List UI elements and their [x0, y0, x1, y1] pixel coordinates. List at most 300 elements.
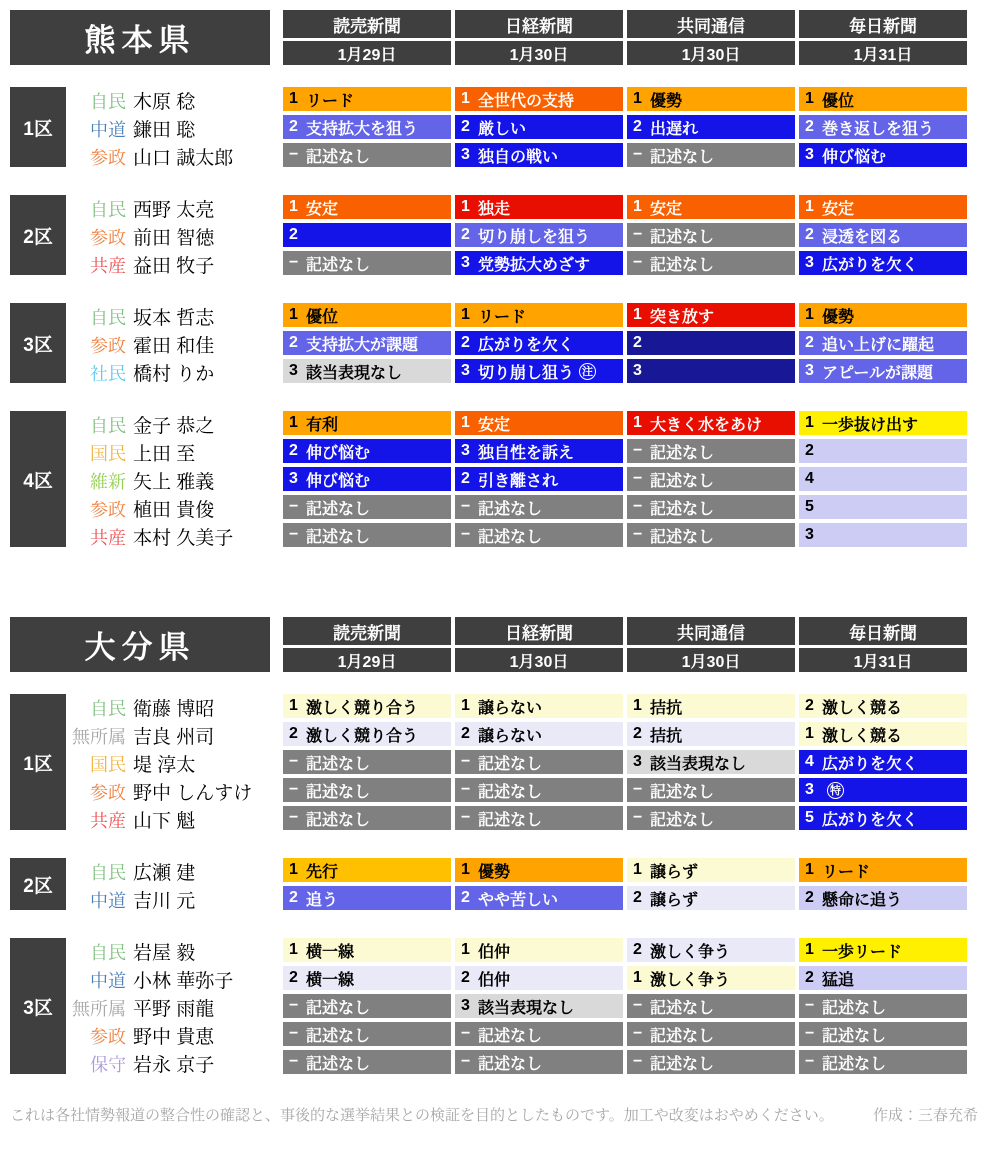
forecast-text: 記述なし [650, 528, 715, 546]
rank-number: 1 [461, 414, 470, 431]
rank-number: 1 [633, 414, 642, 431]
party-label: 参政 [90, 1026, 126, 1047]
forecast-cell [283, 495, 451, 519]
candidate-name: 小林 華弥子 [133, 971, 234, 992]
forecast-text: 出遅れ [650, 120, 699, 138]
candidate-row [70, 87, 283, 111]
rank-number: 3 [461, 254, 470, 271]
rank-number: 3 [289, 362, 298, 379]
district-block [10, 195, 998, 279]
forecast-text: 記述なし [306, 256, 371, 274]
forecast-text: 記述なし [306, 1055, 371, 1073]
party-label: 無所属 [72, 726, 126, 747]
forecast-cell [455, 251, 623, 275]
newspaper-header [283, 10, 451, 65]
forecast-cell [799, 467, 967, 491]
candidate-name: 金子 恭之 [133, 416, 215, 437]
forecast-text: 伯仲 [478, 971, 511, 989]
candidate-row [70, 750, 283, 774]
forecast-text: リード [306, 92, 355, 110]
forecast-text: 広がりを欠く [822, 811, 919, 829]
party-label: 参政 [90, 782, 126, 803]
forecast-cell [627, 694, 795, 718]
forecast-cell [455, 87, 623, 111]
rank-number: − [461, 1053, 471, 1070]
newspaper-cells-column [799, 195, 967, 279]
forecast-text: 党勢拡大めざす [478, 256, 591, 274]
forecast-cell [283, 359, 451, 383]
forecast-cell [799, 495, 967, 519]
forecast-cell [283, 966, 451, 990]
forecast-cell [455, 331, 623, 355]
forecast-cell [283, 938, 451, 962]
forecast-text: 伸び悩む [306, 472, 371, 490]
forecast-cell [799, 806, 967, 830]
rank-number: 2 [805, 969, 814, 986]
forecast-cell [455, 439, 623, 463]
rank-number: − [633, 498, 643, 515]
forecast-text: 独自性を訴え [478, 444, 575, 462]
forecast-text: 記述なし [306, 148, 371, 166]
rank-number: − [633, 1053, 643, 1070]
forecast-cell [627, 411, 795, 435]
forecast-cell [455, 722, 623, 746]
candidate-name: 衛藤 博昭 [133, 699, 215, 720]
newspaper-header [627, 10, 795, 65]
candidate-name: 木原 稔 [133, 92, 196, 113]
forecast-cell [799, 87, 967, 111]
candidate-row [70, 806, 283, 830]
rank-number: − [633, 442, 643, 459]
forecast-cell [455, 858, 623, 882]
party-label: 中道 [90, 890, 126, 911]
forecast-cell [283, 331, 451, 355]
candidate-name: 西野 太亮 [133, 200, 215, 221]
forecast-cell [627, 115, 795, 139]
footer-note: これは各社情勢報道の整合性の確認と、事後的な選挙結果との検証を目的としたものです。加工や改変はおやめください。 [10, 1107, 834, 1124]
newspaper-name: 日経新聞 [455, 10, 623, 38]
forecast-cell [283, 750, 451, 774]
candidate-list [66, 858, 283, 914]
rank-number: − [461, 526, 471, 543]
candidate-name: 前田 智徳 [133, 228, 215, 249]
forecast-cell [283, 439, 451, 463]
forecast-cell [627, 359, 795, 383]
party-label: 無所属 [72, 998, 126, 1019]
forecast-cell [799, 331, 967, 355]
forecast-text: 一歩抜け出す [822, 416, 919, 434]
forecast-cell [283, 1022, 451, 1046]
forecast-cell [283, 303, 451, 327]
forecast-cell [799, 694, 967, 718]
forecast-cell [283, 722, 451, 746]
forecast-text: 伸び悩む [306, 444, 371, 462]
candidate-name: 吉川 元 [133, 891, 196, 912]
rank-number: 1 [633, 861, 642, 878]
rank-number: 2 [633, 889, 642, 906]
circled-note-icon: 特 [827, 782, 844, 799]
forecast-cell [627, 994, 795, 1018]
forecast-cell [455, 195, 623, 219]
rank-number: 5 [805, 498, 814, 515]
forecast-text: 伸び悩む [822, 148, 887, 166]
forecast-text: 記述なし [650, 500, 715, 518]
newspaper-date: 1月30日 [627, 648, 795, 672]
newspaper-name: 共同通信 [627, 617, 795, 645]
candidate-list [66, 694, 283, 834]
forecast-cell [799, 722, 967, 746]
forecast-cell [455, 143, 623, 167]
candidate-row [70, 303, 283, 327]
newspaper-name: 日経新聞 [455, 617, 623, 645]
district-label: 2区 [10, 858, 66, 910]
forecast-text: 広がりを欠く [822, 256, 919, 274]
forecast-cell [627, 750, 795, 774]
rank-number: 1 [805, 861, 814, 878]
rank-number: 1 [805, 725, 814, 742]
rank-number: 2 [289, 226, 298, 243]
rank-number: 2 [461, 334, 470, 351]
forecast-cell [627, 439, 795, 463]
rank-number: 2 [633, 941, 642, 958]
newspaper-cells-column [627, 87, 795, 171]
forecast-text: 記述なし [306, 783, 371, 801]
candidate-row [70, 467, 283, 491]
district-block [10, 694, 998, 834]
candidate-name: 山口 誠太郎 [133, 148, 234, 169]
candidate-row [70, 115, 283, 139]
forecast-cell [799, 750, 967, 774]
candidate-name: 広瀬 建 [133, 863, 196, 884]
candidate-row [70, 359, 283, 383]
party-label: 参政 [90, 499, 126, 520]
rank-number: 3 [461, 146, 470, 163]
rank-number: − [289, 526, 299, 543]
rank-number: 1 [633, 90, 642, 107]
forecast-cell [627, 778, 795, 802]
forecast-text: 記述なし [650, 999, 715, 1017]
party-label: 自民 [90, 862, 126, 883]
forecast-text: 記述なし [650, 1055, 715, 1073]
forecast-cell [455, 994, 623, 1018]
rank-number: − [289, 1025, 299, 1042]
forecast-text: 記述なし [478, 528, 543, 546]
forecast-text: 全世代の支持 [478, 92, 575, 110]
newspaper-date: 1月30日 [455, 41, 623, 65]
newspaper-cells-column [283, 938, 451, 1078]
forecast-text: 記述なし [306, 999, 371, 1017]
rank-number: 1 [633, 697, 642, 714]
rank-number: 2 [289, 969, 298, 986]
rank-number: 3 [633, 753, 642, 770]
forecast-text: 広がりを欠く [822, 755, 919, 773]
newspaper-header [799, 617, 967, 672]
rank-number: − [805, 1025, 815, 1042]
forecast-text: 広がりを欠く [478, 336, 575, 354]
prefecture-title: 熊本県 [10, 10, 270, 65]
candidate-row [70, 1050, 283, 1074]
party-label: 中道 [90, 119, 126, 140]
forecast-cell [455, 938, 623, 962]
forecast-text: 安定 [306, 200, 339, 218]
candidate-row [70, 331, 283, 355]
forecast-text: 激しく競り合う [306, 727, 419, 745]
candidate-list [66, 87, 283, 171]
forecast-text: 突き放す [650, 308, 715, 326]
forecast-cell [627, 806, 795, 830]
newspaper-name: 毎日新聞 [799, 10, 967, 38]
rank-number: − [805, 997, 815, 1014]
forecast-cell [627, 722, 795, 746]
rank-number: 1 [633, 198, 642, 215]
rank-number: 3 [289, 470, 298, 487]
forecast-text: 支持拡大が課題 [306, 336, 419, 354]
newspaper-cells-column [799, 411, 967, 551]
rank-number: 1 [289, 941, 298, 958]
rank-number: − [289, 809, 299, 826]
forecast-cell [799, 195, 967, 219]
forecast-cell [455, 495, 623, 519]
party-label: 参政 [90, 147, 126, 168]
forecast-text: 記述なし [478, 1027, 543, 1045]
candidate-row [70, 223, 283, 247]
forecast-text: 該当表現なし [478, 999, 575, 1017]
forecast-text: 記述なし [306, 528, 371, 546]
rank-number: 1 [805, 306, 814, 323]
prefecture-section [10, 617, 998, 1078]
newspaper-cells-column [799, 694, 967, 834]
party-label: 共産 [90, 810, 126, 831]
forecast-cell [799, 1022, 967, 1046]
candidate-row [70, 994, 283, 1018]
forecast-text: 記述なし [306, 1027, 371, 1045]
forecast-cell [627, 143, 795, 167]
rank-number: 4 [805, 470, 814, 487]
forecast-cell [283, 858, 451, 882]
forecast-cell [455, 523, 623, 547]
candidate-name: 山下 魁 [133, 811, 196, 832]
forecast-cell [627, 195, 795, 219]
rank-number: 2 [805, 697, 814, 714]
district-block [10, 858, 998, 914]
forecast-cell [283, 115, 451, 139]
forecast-cell [283, 1050, 451, 1074]
newspaper-date: 1月31日 [799, 41, 967, 65]
rank-number: 2 [461, 725, 470, 742]
forecast-cell [627, 886, 795, 910]
forecast-cell [799, 966, 967, 990]
candidate-name: 植田 貴俊 [133, 500, 215, 521]
rank-number: 1 [461, 90, 470, 107]
newspaper-cells-column [283, 195, 451, 279]
district-label: 3区 [10, 938, 66, 1074]
rank-number: 2 [461, 118, 470, 135]
forecast-cell [627, 938, 795, 962]
candidate-row [70, 1022, 283, 1046]
forecast-text: 安定 [650, 200, 683, 218]
forecast-text: 安定 [478, 416, 511, 434]
rank-number: 2 [805, 334, 814, 351]
rank-number: 1 [289, 861, 298, 878]
forecast-text: 記述なし [478, 755, 543, 773]
candidate-name: 野中 貴恵 [133, 1027, 215, 1048]
rank-number: − [633, 526, 643, 543]
party-label: 保守 [90, 1054, 126, 1075]
forecast-cell [455, 778, 623, 802]
candidate-name: 吉良 州司 [133, 727, 215, 748]
circled-note-icon: 注 [579, 363, 596, 380]
candidate-row [70, 495, 283, 519]
forecast-text: 追う [306, 891, 339, 909]
forecast-cell [627, 495, 795, 519]
rank-number: 1 [289, 697, 298, 714]
rank-number: − [805, 1053, 815, 1070]
rank-number: 1 [289, 90, 298, 107]
forecast-cell [799, 143, 967, 167]
party-label: 維新 [90, 471, 126, 492]
forecast-cell [799, 411, 967, 435]
rank-number: 1 [461, 941, 470, 958]
forecast-text: 激しく競り合う [306, 699, 419, 717]
candidate-name: 岩永 京子 [133, 1055, 215, 1076]
rank-number: 1 [633, 306, 642, 323]
forecast-text: 譲らない [478, 699, 543, 717]
prefecture-header [10, 10, 998, 65]
rank-number: 4 [805, 753, 814, 770]
forecast-cell [799, 115, 967, 139]
rank-number: − [633, 1025, 643, 1042]
newspaper-cells-column [627, 303, 795, 387]
candidate-row [70, 694, 283, 718]
forecast-text: リード [822, 863, 871, 881]
rank-number: 1 [805, 90, 814, 107]
forecast-text: 記述なし [650, 444, 715, 462]
candidate-row [70, 886, 283, 910]
forecast-text: アピールが課題 [822, 364, 934, 382]
candidate-name: 上田 至 [133, 444, 196, 465]
newspaper-name: 読売新聞 [283, 10, 451, 38]
rank-number: 1 [805, 198, 814, 215]
forecast-cell [799, 858, 967, 882]
rank-number: 5 [805, 809, 814, 826]
newspaper-name: 毎日新聞 [799, 617, 967, 645]
rank-number: 1 [289, 414, 298, 431]
forecast-cell [627, 1050, 795, 1074]
forecast-text: 先行 [306, 863, 339, 881]
forecast-text: 記述なし [650, 783, 715, 801]
district-label: 4区 [10, 411, 66, 547]
newspaper-cells-column [455, 694, 623, 834]
forecast-cell [799, 778, 967, 802]
candidate-row [70, 938, 283, 962]
forecast-text: 有利 [306, 416, 339, 434]
forecast-text: 譲らず [650, 863, 699, 881]
rank-number: − [633, 470, 643, 487]
rank-number: 1 [633, 969, 642, 986]
forecast-text: 大きく水をあけ [650, 416, 763, 434]
forecast-text: 記述なし [650, 256, 715, 274]
rank-number: − [289, 498, 299, 515]
forecast-cell [627, 1022, 795, 1046]
newspaper-header [627, 617, 795, 672]
forecast-cell [627, 303, 795, 327]
rank-number: 2 [805, 118, 814, 135]
newspaper-header [455, 617, 623, 672]
forecast-text: 記述なし [478, 500, 543, 518]
forecast-text: 譲らない [478, 727, 543, 745]
forecast-text: 厳しい [478, 120, 527, 138]
rank-number: 2 [289, 334, 298, 351]
party-label: 中道 [90, 970, 126, 991]
newspaper-header [799, 10, 967, 65]
party-label: 参政 [90, 227, 126, 248]
forecast-text: 優勢 [822, 308, 855, 326]
rank-number: 3 [461, 362, 470, 379]
rank-number: − [289, 146, 299, 163]
candidate-name: 岩屋 毅 [133, 943, 196, 964]
forecast-text: 記述なし [822, 1055, 887, 1073]
forecast-text: 拮抗 [650, 699, 683, 717]
forecast-cell [627, 966, 795, 990]
rank-number: − [633, 781, 643, 798]
forecast-cell [799, 359, 967, 383]
forecast-text: 引き離され [478, 472, 559, 490]
candidate-row [70, 251, 283, 275]
forecast-text: 記述なし [478, 1055, 543, 1073]
rank-number: 1 [289, 198, 298, 215]
newspaper-date: 1月29日 [283, 41, 451, 65]
newspaper-cells-column [283, 694, 451, 834]
newspaper-cells-column [799, 87, 967, 171]
rank-number: 2 [633, 118, 642, 135]
forecast-cell [455, 303, 623, 327]
rank-number: 1 [289, 306, 298, 323]
candidate-row [70, 411, 283, 435]
forecast-cell [455, 115, 623, 139]
forecast-text: 記述なし [306, 755, 371, 773]
rank-number: 3 [805, 362, 814, 379]
forecast-text: 記述なし [650, 472, 715, 490]
candidate-name: 橋村 りか [133, 364, 215, 385]
candidate-row [70, 143, 283, 167]
party-label: 共産 [90, 527, 126, 548]
newspaper-header [455, 10, 623, 65]
forecast-cell [799, 886, 967, 910]
forecast-text: 追い上げに躍起 [822, 336, 935, 354]
district-label: 2区 [10, 195, 66, 275]
forecast-cell [627, 87, 795, 111]
newspaper-cells-column [455, 858, 623, 914]
rank-number: − [289, 1053, 299, 1070]
party-label: 自民 [90, 199, 126, 220]
forecast-text: 切り崩しを狙う [478, 228, 591, 246]
forecast-cell [455, 806, 623, 830]
candidate-row [70, 195, 283, 219]
candidate-list [66, 411, 283, 551]
forecast-text: 記述なし [478, 783, 543, 801]
forecast-text: 記述なし [306, 500, 371, 518]
forecast-text: 激しく競る [822, 699, 903, 717]
rank-number: 2 [289, 118, 298, 135]
forecast-cell [799, 994, 967, 1018]
forecast-cell [283, 994, 451, 1018]
forecast-cell [283, 778, 451, 802]
forecast-text: 一歩リード [822, 943, 903, 961]
rank-number: 2 [805, 889, 814, 906]
forecast-cell [455, 223, 623, 247]
newspaper-cells-column [627, 195, 795, 279]
rank-number: 2 [289, 442, 298, 459]
